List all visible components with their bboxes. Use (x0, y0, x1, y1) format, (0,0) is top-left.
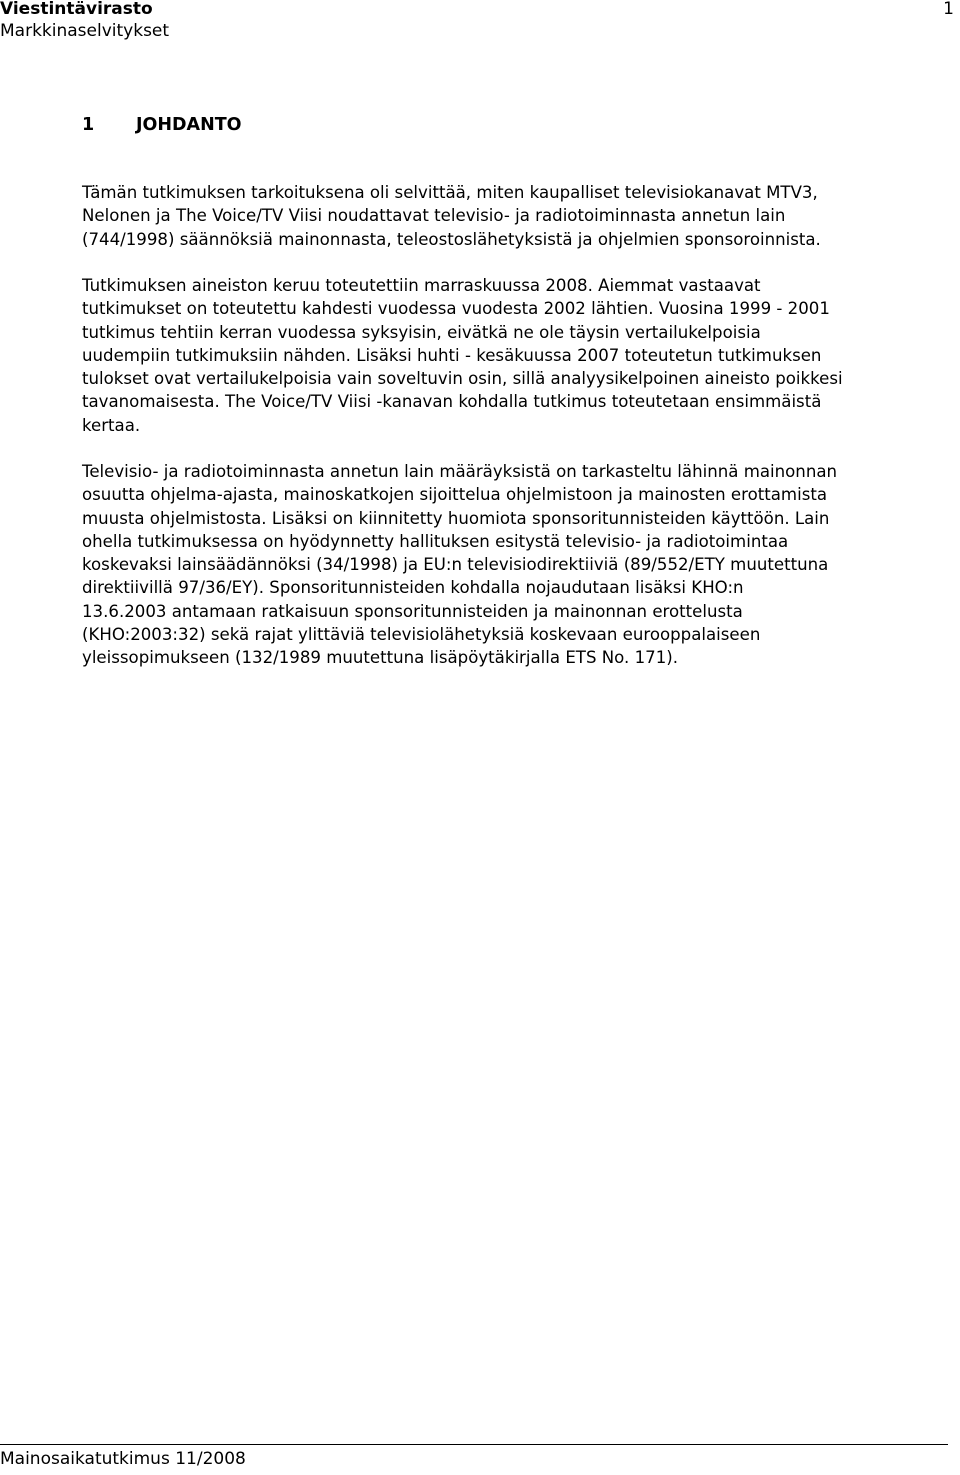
text-line: 13.6.2003 antamaan ratkaisuun sponsoritunnisteiden ja mainonnan erottelusta (82, 601, 743, 621)
paragraph-data-collection (82, 274, 960, 437)
text-line: (744/1998) säännöksiä mainonnasta, teleostoslähetyksistä ja ohjelmien sponsoroinnista. (82, 229, 821, 249)
text-line: tutkimus tehtiin kerran vuodessa syksyisin, eivätkä ne ole täysin vertailukelpoisia (82, 322, 761, 342)
section-heading (82, 114, 242, 136)
page-number: 1 (943, 0, 954, 19)
footer-divider (0, 1444, 948, 1445)
text-line: kertaa. (82, 415, 141, 435)
text-line: tavanomaisesta. The Voice/TV Viisi -kanavan kohdalla tutkimus toteutetaan ensimmäistä (82, 392, 822, 412)
section-number: 1 (82, 115, 95, 135)
text-line: koskevaksi lainsäädännöksi (34/1998) ja EU:n televisiodirektiiviä (89/552/ETY muutettuna (82, 555, 829, 575)
paragraph-legal-basis (82, 460, 960, 670)
text-line: muusta ohjelmistosta. Lisäksi on kiinnitetty huomiota sponsoritunnisteiden käyttöön. Lain (82, 508, 830, 528)
header-department: Markkinaselvitykset (0, 21, 170, 41)
text-line: Tämän tutkimuksen tarkoituksena oli selvittää, miten kaupalliset televisiokanavat MTV3, (82, 183, 818, 202)
text-line: tutkimukset on toteutettu kahdesti vuodessa vuodesta 2002 lähtien. Vuosina 1999 - 2001 (82, 299, 830, 319)
paragraph-purpose (82, 181, 960, 251)
text-line: (KHO:2003:32) sekä rajat ylittäviä televisiolähetyksiä koskevaan eurooppalaiseen (82, 625, 761, 645)
text-line: Tutkimuksen aineiston keruu toteutettiin marraskuussa 2008. Aiemmat vastaavat (82, 276, 761, 295)
text-line: ohella tutkimuksessa on hyödynnetty hallituksen esitystä televisio- ja radiotoimintaa (82, 531, 789, 551)
header-organization: Viestintävirasto (0, 0, 153, 19)
text-line: uudempiin tutkimuksiin nähden. Lisäksi huhti - kesäkuussa 2007 toteutetun tutkimuksen (82, 345, 822, 365)
text-line: osuutta ohjelma-ajasta, mainoskatkojen sijoittelua ohjelmistoon ja mainosten erottamista (82, 485, 828, 505)
text-line: yleissopimukseen (132/1989 muutettuna lisäpöytäkirjalla ETS No. 171). (82, 648, 678, 668)
text-line: Nelonen ja The Voice/TV Viisi noudattavat televisio- ja radiotoiminnasta annetun lain (82, 206, 786, 226)
text-line: direktiivillä 97/36/EY). Sponsoritunnisteiden kohdalla nojaudutaan lisäksi KHO:n (82, 578, 744, 598)
text-line: tulokset ovat vertailukelpoisia vain soveltuvin osin, sillä analyysikelpoinen aineisto poikkesi (82, 369, 843, 389)
footer-publication: Mainosaikatutkimus 11/2008 (0, 1449, 246, 1469)
section-title: JOHDANTO (136, 115, 242, 135)
text-line: Televisio- ja radiotoiminnasta annetun lain määräyksistä on tarkasteltu lähinnä mainonnan (82, 462, 838, 481)
